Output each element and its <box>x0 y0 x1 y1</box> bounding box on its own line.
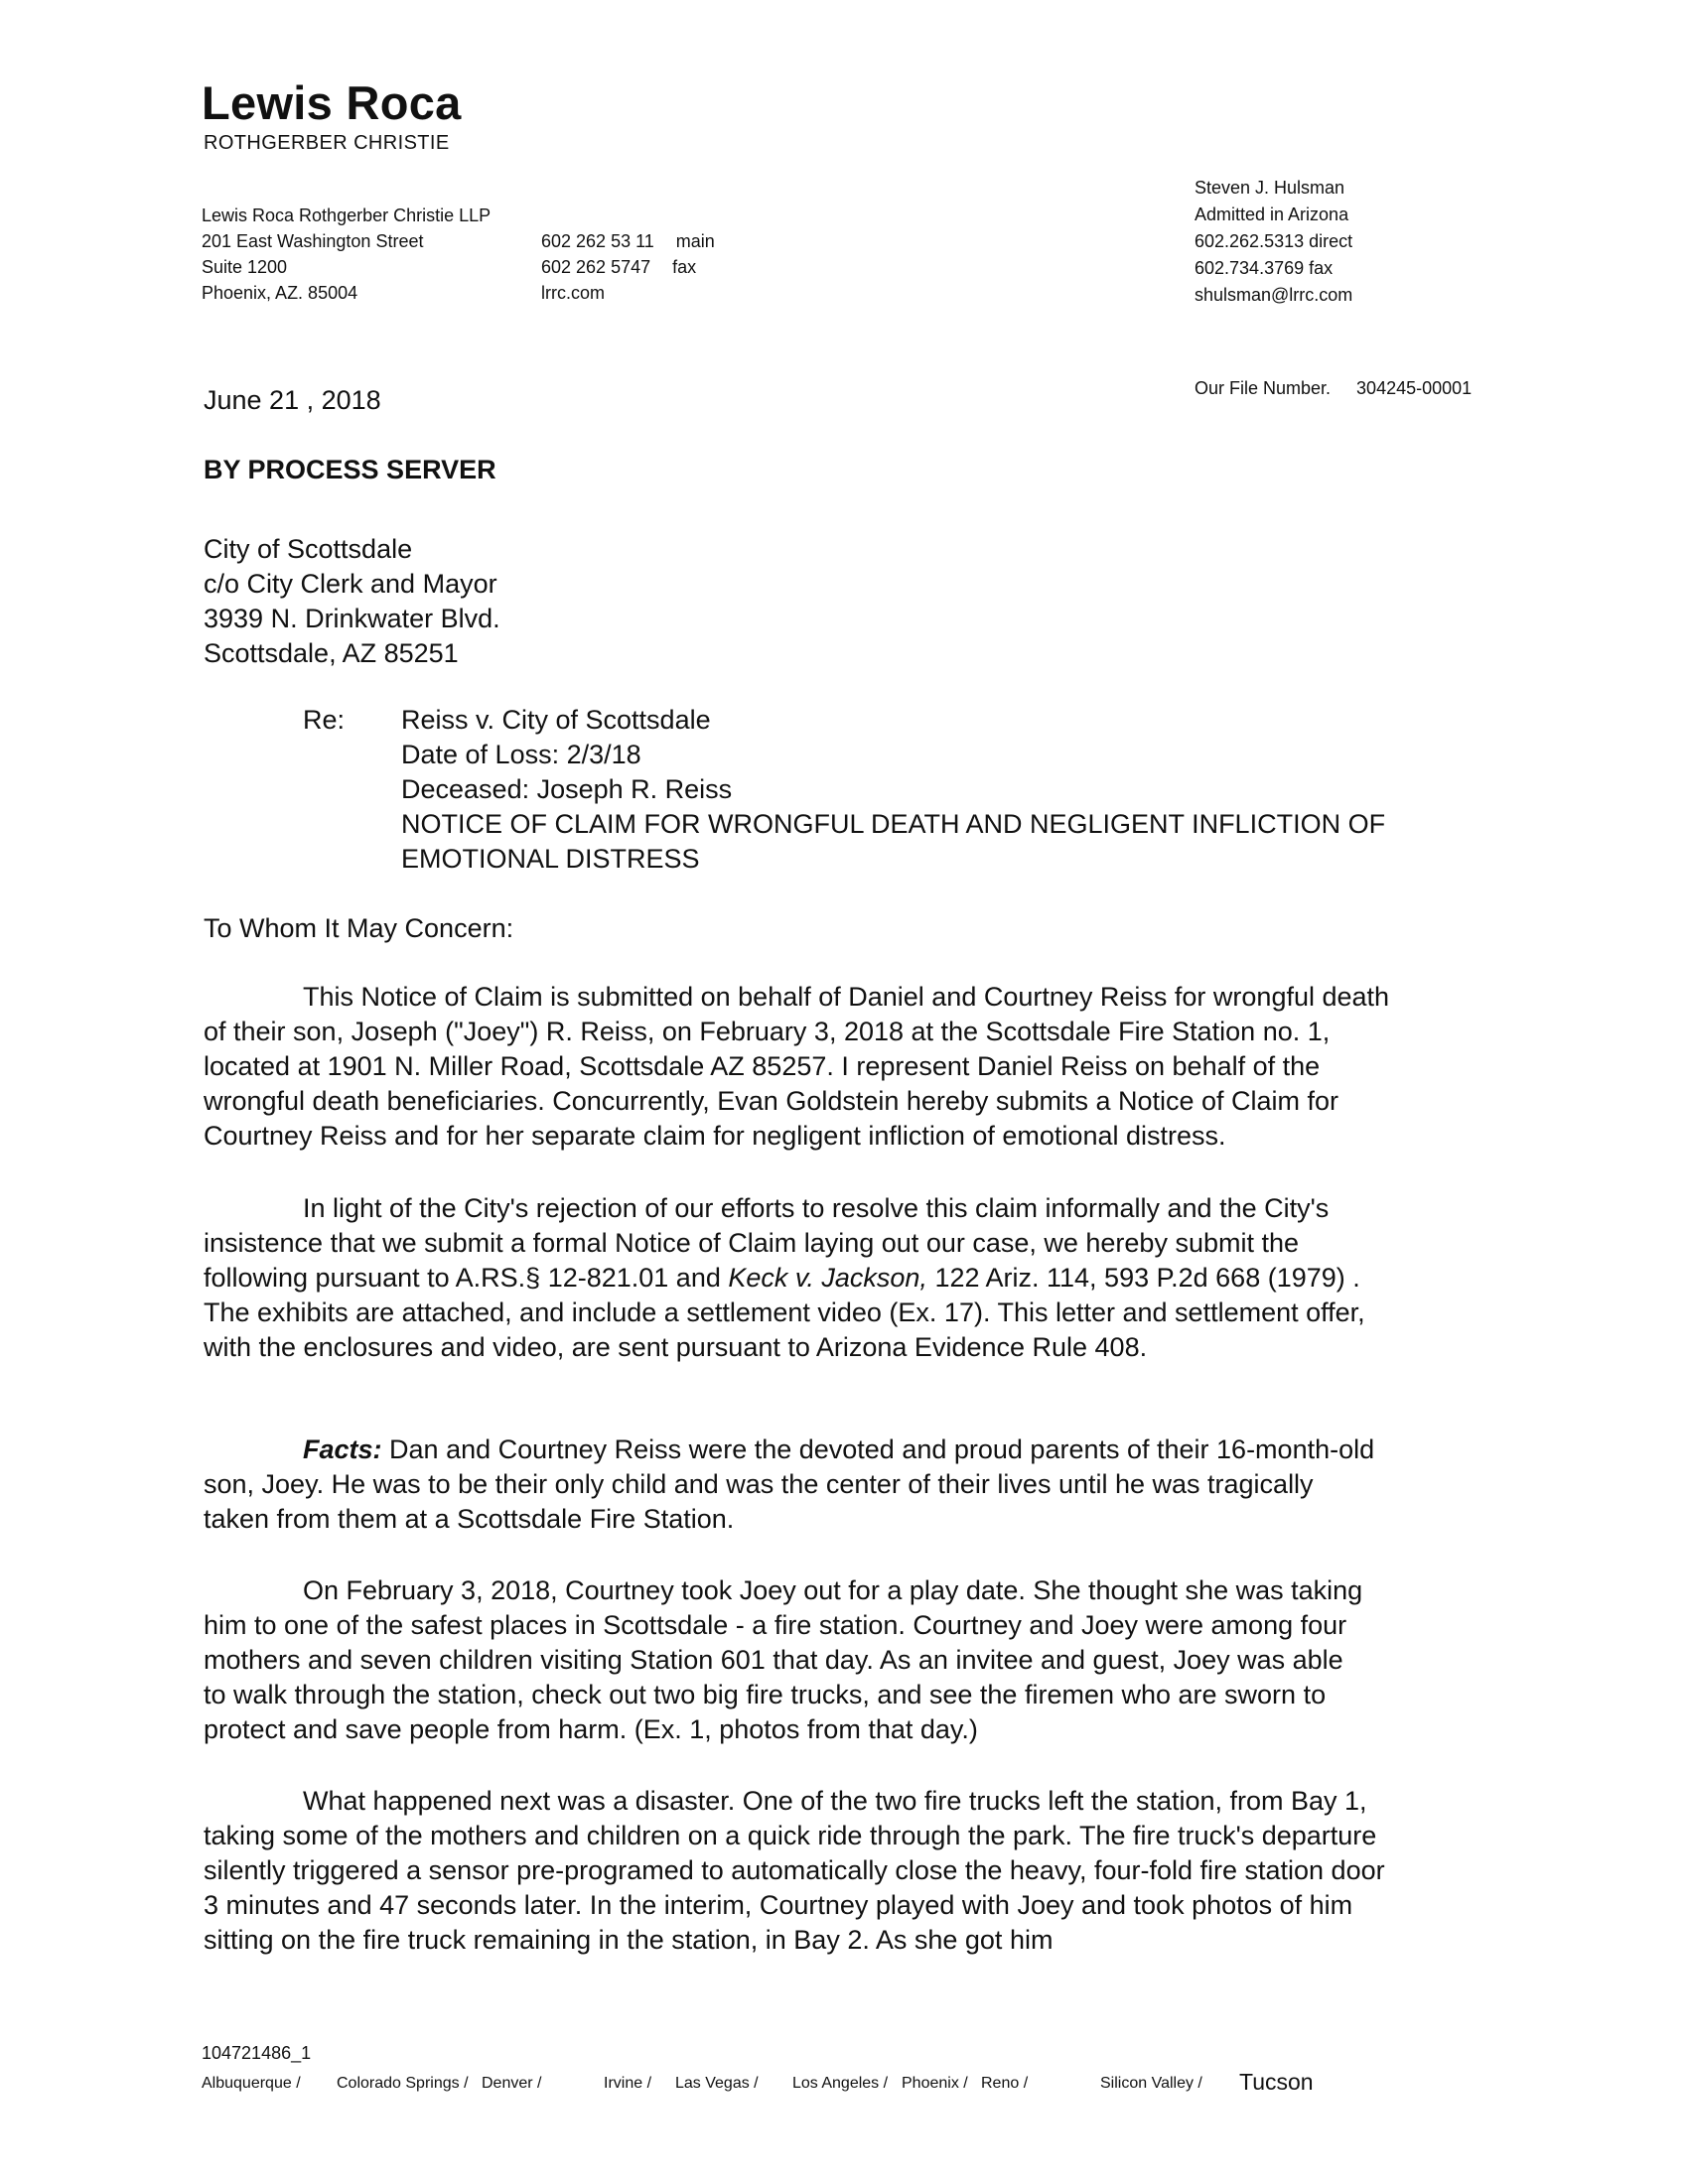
recipient-address <box>204 532 500 671</box>
re-block <box>401 703 1503 877</box>
address-line: Suite 1200 <box>202 257 288 277</box>
greeting: To Whom It May Concern: <box>204 913 514 943</box>
paragraph-line: 3 minutes and 47 seconds later. In the interim, Courtney played with Joey and took photos of him <box>204 1890 1353 1920</box>
recipient-line: c/o City Clerk and Mayor <box>204 569 497 599</box>
paragraph-line: What happened next was a disaster. One of the two fire trucks left the station, from Bay 1, <box>303 1786 1367 1816</box>
office-location: Phoenix / <box>902 2075 968 2092</box>
attorney-email: shulsman@lrrc.com <box>1195 285 1353 305</box>
attorney-direct: 602.262.5313 direct <box>1195 231 1353 251</box>
main-phone: 602 262 53 11 <box>541 231 654 251</box>
office-location: Irvine / <box>604 2075 652 2092</box>
fax-number: 602 262 5747 <box>541 257 651 277</box>
paragraph-line: protect and save people from harm. (Ex. 1, photos from that day.) <box>204 1714 978 1744</box>
re-line: Reiss v. City of Scottsdale <box>401 705 711 735</box>
paragraph-line: silently triggered a sensor pre-programed to automatically close the heavy, four-fold fire station door <box>204 1855 1385 1885</box>
re-line: Date of Loss: 2/3/18 <box>401 740 641 769</box>
letter-date: June 21 , 2018 <box>204 385 381 415</box>
re-line: EMOTIONAL DISTRESS <box>401 844 700 874</box>
paragraph-notice <box>204 980 1484 1154</box>
paragraph-facts <box>204 1433 1484 1537</box>
office-location: Tucson <box>1239 2069 1314 2095</box>
recipient-line: Scottsdale, AZ 85251 <box>204 638 459 668</box>
paragraph-line: In light of the City's rejection of our efforts to resolve this claim informally and the City's <box>303 1193 1330 1223</box>
citation-text: 122 Ariz. 114, 593 P.2d 668 (1979) . <box>926 1263 1360 1293</box>
office-location: Los Angeles / <box>792 2075 889 2092</box>
re-line: NOTICE OF CLAIM FOR WRONGFUL DEATH AND NEGLIGENT INFLICTION OF <box>401 809 1386 839</box>
firm-contact <box>541 228 715 306</box>
paragraph-line: taking some of the mothers and children on a quick ride through the park. The fire truck's departure <box>204 1821 1377 1850</box>
paragraph-rejection <box>204 1191 1484 1365</box>
paragraph-line: Dan and Courtney Reiss were the devoted and proud parents of their 16-month-old <box>381 1434 1375 1464</box>
paragraph-line: On February 3, 2018, Courtney took Joey out for a play date. She thought she was taking <box>303 1575 1363 1605</box>
paragraph-line: sitting on the fire truck remaining in the station, in Bay 2. As she got him <box>204 1925 1054 1955</box>
paragraph-line: son, Joey. He was to be their only child and was the center of their lives until he was tragically <box>204 1469 1314 1499</box>
paragraph-line: wrongful death beneficiaries. Concurrently, Evan Goldstein hereby submits a Notice of Claim for <box>204 1086 1339 1116</box>
fax-label: fax <box>672 257 697 277</box>
re-label: Re: <box>303 705 346 735</box>
recipient-line: City of Scottsdale <box>204 534 413 564</box>
paragraph-line: him to one of the safest places in Scottsdale - a fire station. Courtney and Joey were among four <box>204 1610 1347 1640</box>
firm-logo-subtitle: ROTHGERBER CHRISTIE <box>204 132 450 154</box>
file-number-label: Our File Number. <box>1195 378 1332 398</box>
address-line: Lewis Roca Rothgerber Christie LLP <box>202 205 492 225</box>
paragraph-line: The exhibits are attached, and include a settlement video (Ex. 17). This letter and settlement offer, <box>204 1297 1365 1327</box>
address-line: Phoenix, AZ. 85004 <box>202 283 358 303</box>
attorney-block <box>1195 175 1352 309</box>
office-location: Las Vegas / <box>675 2075 759 2092</box>
attorney-admission: Admitted in Arizona <box>1195 205 1349 224</box>
paragraph-line <box>204 1261 1484 1296</box>
facts-heading: Facts: <box>303 1434 382 1464</box>
office-location: Colorado Springs / <box>337 2075 469 2092</box>
paragraph-disaster <box>204 1784 1484 1958</box>
paragraph-line: This Notice of Claim is submitted on behalf of Daniel and Courtney Reiss for wrongful death <box>303 982 1390 1012</box>
website: lrrc.com <box>541 283 605 303</box>
file-number <box>1195 378 1472 399</box>
statute-text: following pursuant to A.RS.§ 12-821.01 and <box>204 1263 729 1293</box>
office-location: Denver / <box>482 2075 542 2092</box>
main-phone-label: main <box>675 231 715 251</box>
paragraph-line: with the enclosures and video, are sent pursuant to Arizona Evidence Rule 408. <box>204 1332 1148 1362</box>
paragraph-line: mothers and seven children visiting Station 601 that day. As an invitee and guest, Joey was able <box>204 1645 1343 1675</box>
case-citation: Keck v. Jackson, <box>728 1263 927 1293</box>
delivery-method: BY PROCESS SERVER <box>204 455 496 484</box>
attorney-fax: 602.734.3769 fax <box>1195 258 1334 278</box>
firm-logo-name: Lewis Roca <box>202 76 462 129</box>
address-line: 201 East Washington Street <box>202 231 424 251</box>
paragraph-play-date <box>204 1573 1484 1747</box>
file-number-value: 304245-00001 <box>1356 378 1473 398</box>
attorney-name: Steven J. Hulsman <box>1195 178 1345 198</box>
office-location: Silicon Valley / <box>1100 2075 1202 2092</box>
paragraph-line: to walk through the station, check out two big fire trucks, and see the firemen who are sworn to <box>204 1680 1327 1709</box>
recipient-line: 3939 N. Drinkwater Blvd. <box>204 604 500 633</box>
paragraph-line: taken from them at a Scottsdale Fire Station. <box>204 1504 735 1534</box>
document-id: 104721486_1 <box>202 2043 312 2063</box>
office-location: Reno / <box>981 2075 1029 2092</box>
paragraph-line: of their son, Joseph ("Joey") R. Reiss, on February 3, 2018 at the Scottsdale Fire Station no. 1, <box>204 1017 1331 1046</box>
paragraph-line: Courtney Reiss and for her separate claim for negligent infliction of emotional distress. <box>204 1121 1226 1151</box>
office-location: Albuquerque / <box>202 2075 301 2092</box>
re-line: Deceased: Joseph R. Reiss <box>401 774 733 804</box>
paragraph-line: located at 1901 N. Miller Road, Scottsdale AZ 85257. I represent Daniel Reiss on behalf of the <box>204 1051 1321 1081</box>
paragraph-line: insistence that we submit a formal Notice of Claim laying out our case, we hereby submit the <box>204 1228 1300 1258</box>
firm-address <box>202 203 491 306</box>
